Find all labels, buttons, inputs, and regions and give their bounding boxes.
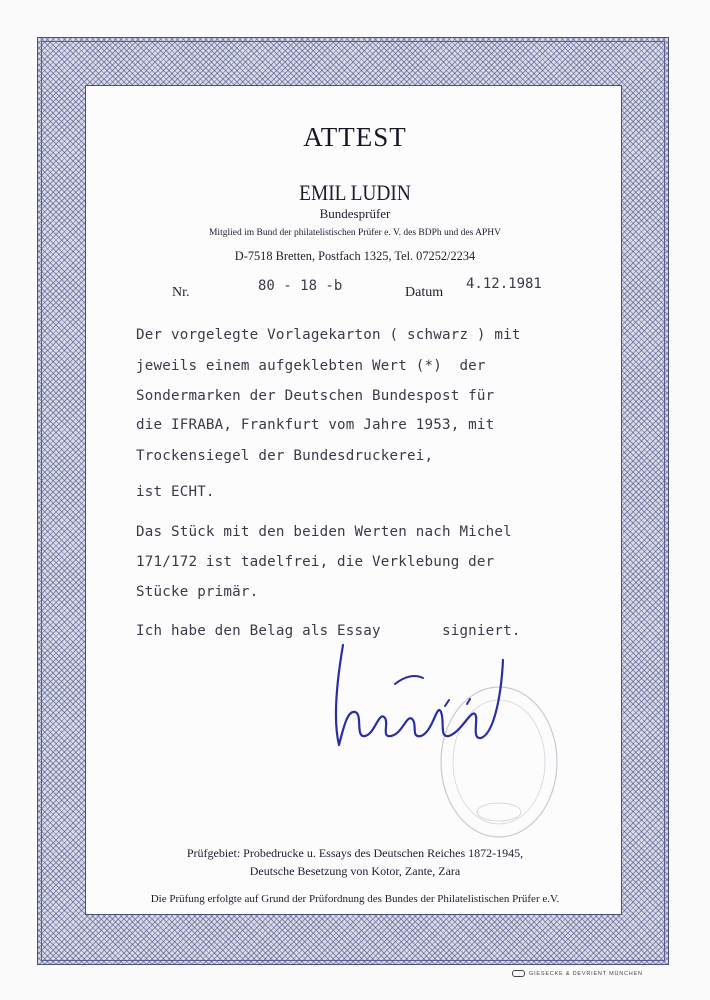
- number-value: 80 - 18 -b: [258, 278, 343, 294]
- printer-logo-icon: [512, 970, 525, 977]
- address-line: D-7518 Bretten, Postfach 1325, Tel. 07252/2234: [234, 248, 476, 263]
- legal-note: Die Prüfung erfolgte auf Grund der Prüfordnung des Bundes der Philatelistischen Prüfer e.V.: [150, 893, 560, 905]
- body-line: Stücke primär.: [136, 584, 259, 600]
- body-line: die IFRABA, Frankfurt vom Jahre 1953, mit: [136, 417, 495, 433]
- printer-imprint: [512, 970, 643, 977]
- date-label: Datum: [405, 285, 444, 300]
- body-line: Sondermarken der Deutschen Bundespost für: [136, 388, 495, 404]
- body-line: Trockensiegel der Bundesdruckerei,: [136, 448, 434, 464]
- examiner-role: Bundesprüfer: [319, 206, 391, 221]
- examiner-name: EMIL LUDIN: [299, 180, 411, 205]
- certificate-title: ATTEST: [303, 122, 407, 152]
- date-value: 4.12.1981: [466, 276, 542, 292]
- number-label: Nr.: [172, 285, 190, 300]
- body-line: 171/172 ist tadelfrei, die Verklebung der: [136, 554, 495, 570]
- examination-area-line2: Deutsche Besetzung von Kotor, Zante, Zara: [249, 864, 461, 878]
- handwritten-signature: [325, 640, 525, 760]
- examination-area-line1: Prüfgebiet: Probedrucke u. Essays des Deutschen Reiches 1872-1945,: [186, 846, 524, 860]
- body-line: ist ECHT.: [136, 484, 215, 500]
- printer-name: GIESECKE & DEVRIENT MÜNCHEN: [529, 970, 643, 977]
- body-line: Ich habe den Belag als Essay signiert.: [136, 623, 521, 639]
- membership-line: Mitglied im Bund der philatelistischen Prüfer e. V. des BDPh und des APHV: [208, 228, 502, 238]
- body-line: Der vorgelegte Vorlagekarton ( schwarz ) mit: [136, 327, 521, 343]
- body-line: jeweils einem aufgeklebten Wert (*) der: [136, 358, 486, 374]
- body-line: Das Stück mit den beiden Werten nach Michel: [136, 524, 512, 540]
